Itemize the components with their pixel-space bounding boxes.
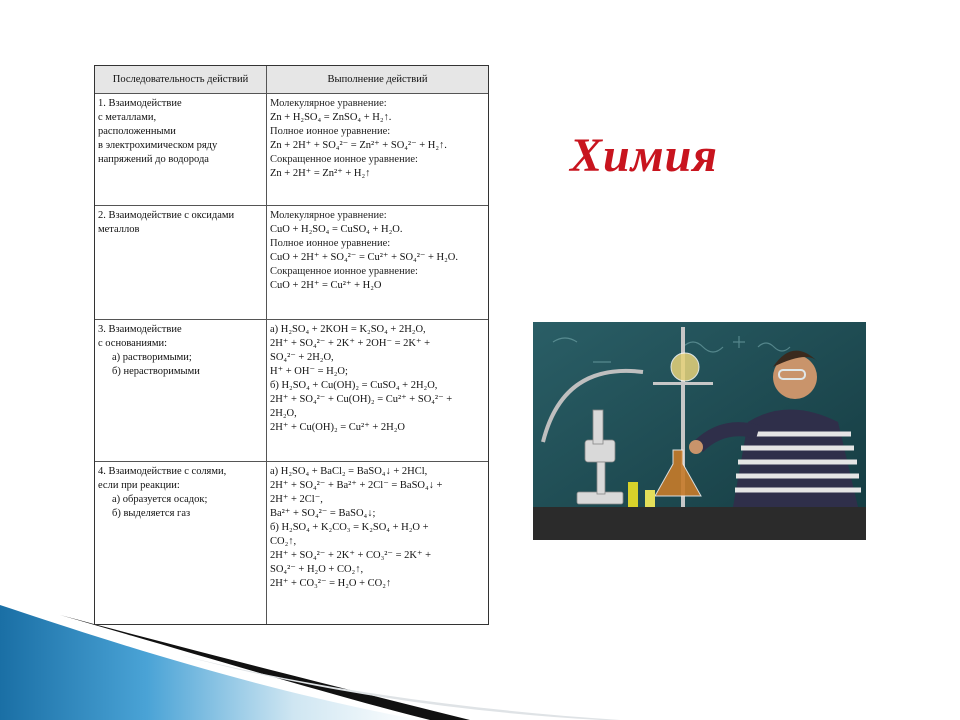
equation: Ba²⁺ + SO₄²⁻ = BaSO₄↓; <box>270 508 376 519</box>
reactions-table <box>94 65 489 625</box>
chemistry-lab-photo <box>533 322 866 540</box>
equation: SO₄²⁻ + H₂O + CO₂↑, <box>270 564 364 575</box>
lab-illustration <box>533 322 866 540</box>
step-text: б) нерастворимыми <box>112 366 200 377</box>
table-row-4-step <box>95 462 267 624</box>
equation: 2H⁺ + SO₄²⁻ + 2K⁺ + 2OH⁻ = 2K⁺ + <box>270 338 431 349</box>
step-text: с основаниями: <box>98 338 168 349</box>
equation: Zn + 2H⁺ + SO₄²⁻ = Zn²⁺ + SO₄²⁻ + H₂↑. <box>270 140 447 151</box>
equation: Zn + 2H⁺ = Zn²⁺ + H₂↑ <box>270 168 371 179</box>
equation: 2H⁺ + SO₄²⁻ + Ba²⁺ + 2Cl⁻ = BaSO₄↓ + <box>270 480 443 491</box>
step-text: 4. Взаимодействие с солями, <box>98 466 227 477</box>
step-text: в электрохимическом ряду <box>98 140 218 151</box>
equation: CuO + 2H⁺ = Cu²⁺ + H₂O <box>270 280 382 291</box>
step-text: напряжений до водорода <box>98 154 209 165</box>
table-row-3-step <box>95 320 267 462</box>
equation: H⁺ + OH⁻ = H₂O; <box>270 366 348 377</box>
equation-label: Полное ионное уравнение: <box>270 238 391 249</box>
equation: 2H⁺ + CO₃²⁻ = H₂O + CO₂↑ <box>270 578 392 589</box>
equation: а) H₂SO₄ + 2KOH = K₂SO₄ + 2H₂O, <box>270 324 426 335</box>
equation: 2H⁺ + SO₄²⁻ + 2K⁺ + CO₃²⁻ = 2K⁺ + <box>270 550 432 561</box>
table-row-3-actions <box>267 320 488 462</box>
equation-label: Молекулярное уравнение: <box>270 210 387 221</box>
equation: CO₂↑, <box>270 536 297 547</box>
equation: б) H₂SO₄ + Cu(OH)₂ = CuSO₄ + 2H₂O, <box>270 380 438 391</box>
equation: 2H⁺ + 2Cl⁻, <box>270 494 323 505</box>
equation: Zn + H₂SO₄ = ZnSO₄ + H₂↑. <box>270 112 392 123</box>
step-text: 2. Взаимодействие с оксидами <box>98 210 235 221</box>
step-text: с металлами, <box>98 112 157 123</box>
equation: б) H₂SO₄ + K₂CO₃ = K₂SO₄ + H₂O + <box>270 522 429 533</box>
equation-label: Молекулярное уравнение: <box>270 98 387 109</box>
equation-label: Сокращенное ионное уравнение: <box>270 266 418 277</box>
step-text: б) выделяется газ <box>112 508 191 519</box>
equation-label: Полное ионное уравнение: <box>270 126 391 137</box>
equation: 2H⁺ + Cu(OH)₂ = Cu²⁺ + 2H₂O <box>270 422 405 433</box>
step-text: если при реакции: <box>98 480 180 491</box>
table-row-1-actions <box>267 94 488 206</box>
equation: 2H₂O, <box>270 408 297 419</box>
equation: 2H⁺ + SO₄²⁻ + Cu(OH)₂ = Cu²⁺ + SO₄²⁻ + <box>270 394 453 405</box>
table-header-steps: Последовательность действий <box>95 66 267 94</box>
step-text: расположенными <box>98 126 176 137</box>
table-row-2-actions <box>267 206 488 320</box>
table-header-actions: Выполнение действий <box>267 66 488 94</box>
equation: CuO + H₂SO₄ = CuSO₄ + H₂O. <box>270 224 403 235</box>
table-row-1-step <box>95 94 267 206</box>
equation-label: Сокращенное ионное уравнение: <box>270 154 418 165</box>
step-text: а) растворимыми; <box>112 352 192 363</box>
step-text: 1. Взаимодействие <box>98 98 182 109</box>
step-text: металлов <box>98 224 140 235</box>
step-text: а) образуется осадок; <box>112 494 208 505</box>
table-row-4-actions <box>267 462 488 624</box>
table-row-2-step <box>95 206 267 320</box>
slide-title: Химия <box>570 129 719 182</box>
equation: а) H₂SO₄ + BaCl₂ = BaSO₄↓ + 2HCl, <box>270 466 428 477</box>
equation: SO₄²⁻ + 2H₂O, <box>270 352 334 363</box>
step-text: 3. Взаимодействие <box>98 324 182 335</box>
equation: CuO + 2H⁺ + SO₄²⁻ = Cu²⁺ + SO₄²⁻ + H₂O. <box>270 252 459 263</box>
